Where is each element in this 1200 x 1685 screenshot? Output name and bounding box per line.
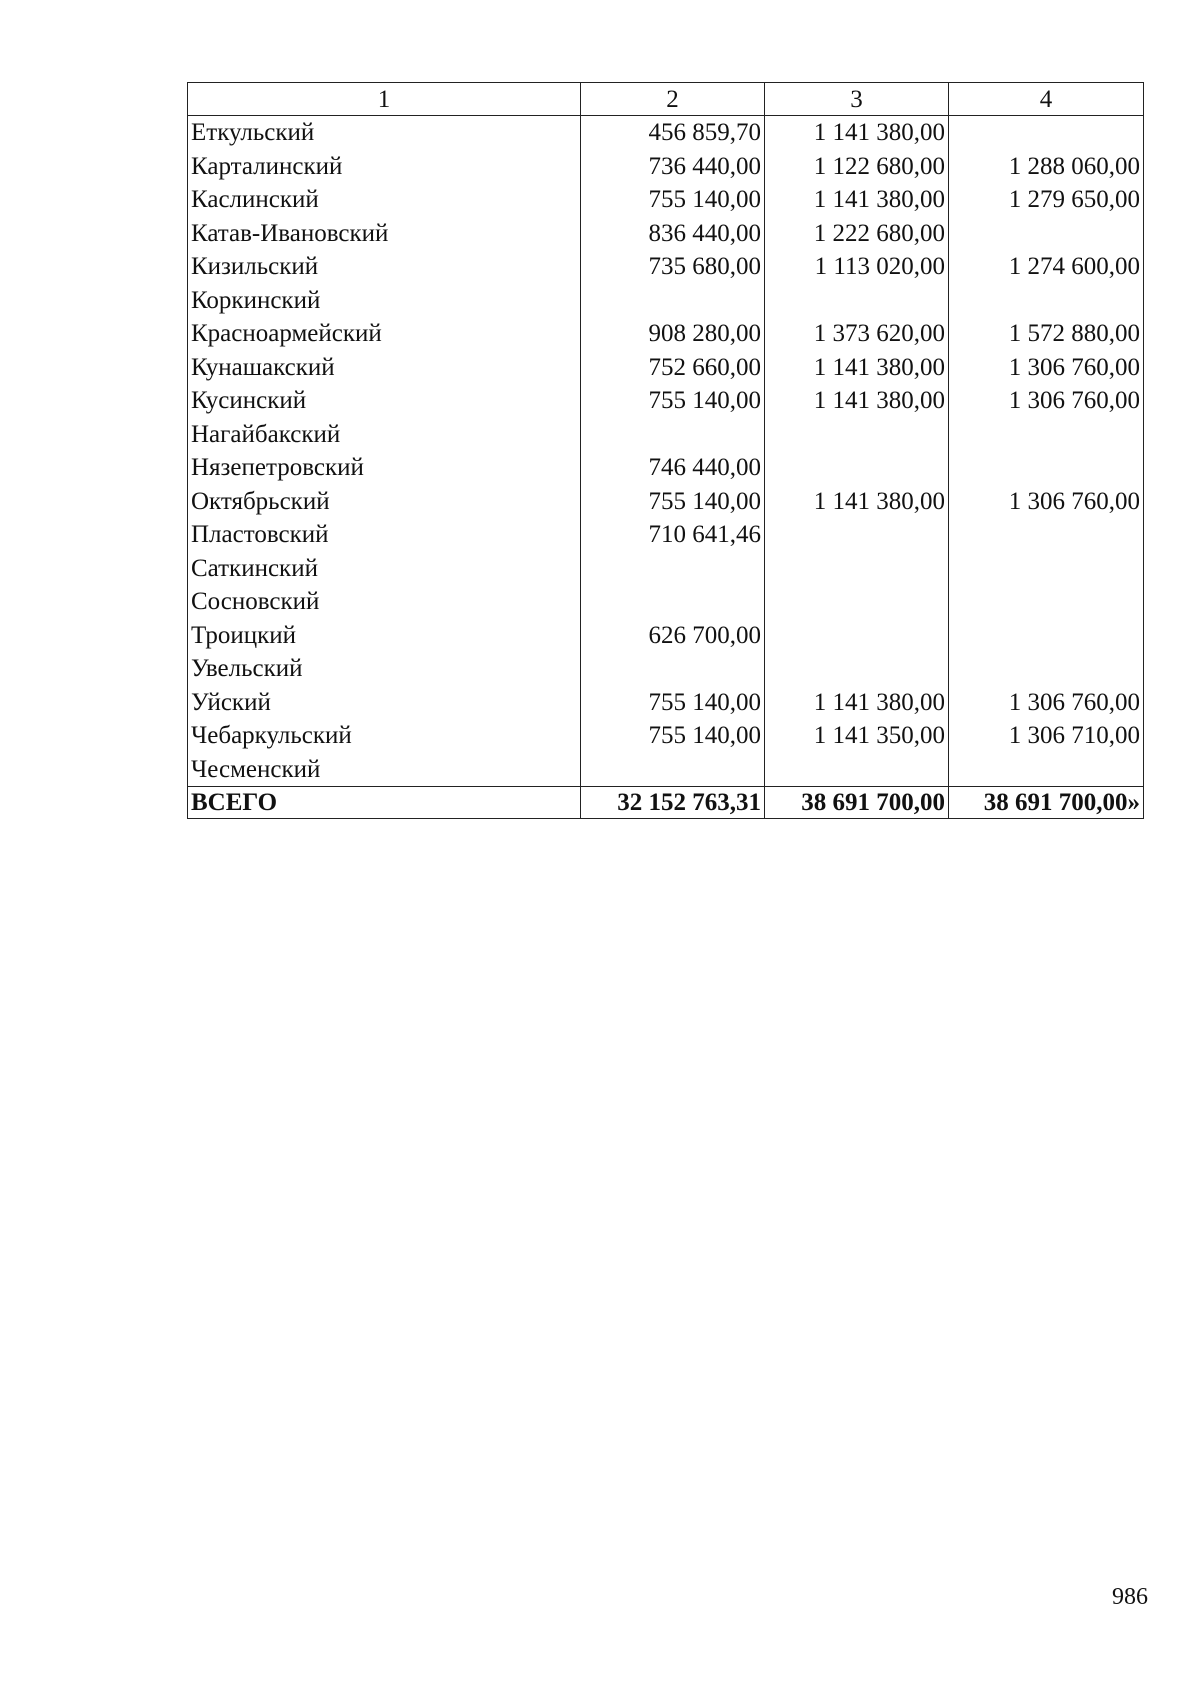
total-row [188, 787, 1144, 819]
column-3-cell: 1 373 620,00 [765, 317, 949, 351]
column-4-cell [949, 451, 1144, 485]
table-row [188, 384, 1144, 418]
table-row [188, 317, 1144, 351]
page-number: 986 [1112, 1584, 1148, 1610]
district-name-cell: Октябрьский [188, 485, 581, 519]
column-3-cell [765, 451, 949, 485]
table-row [188, 485, 1144, 519]
district-name-cell: Нязепетровский [188, 451, 581, 485]
column-3-cell [765, 753, 949, 787]
total-label: ВСЕГО [188, 787, 581, 819]
header-row [188, 83, 1144, 116]
table-body [188, 116, 1144, 787]
district-name-cell: Нагайбакский [188, 418, 581, 452]
column-2-cell: 755 140,00 [581, 719, 765, 753]
column-4-cell [949, 753, 1144, 787]
table-row [188, 217, 1144, 251]
column-3-cell: 1 113 020,00 [765, 250, 949, 284]
column-4-cell [949, 116, 1144, 150]
column-2-cell: 746 440,00 [581, 451, 765, 485]
total-column-3: 38 691 700,00 [765, 787, 949, 819]
district-name-cell: Еткульский [188, 116, 581, 150]
column-2-cell: 735 680,00 [581, 250, 765, 284]
table-row [188, 686, 1144, 720]
district-name-cell: Пластовский [188, 518, 581, 552]
column-2-cell: 755 140,00 [581, 384, 765, 418]
column-2-cell: 755 140,00 [581, 183, 765, 217]
table-row [188, 552, 1144, 586]
table-row [188, 518, 1144, 552]
table-row [188, 753, 1144, 787]
column-header-4: 4 [949, 83, 1144, 116]
column-2-cell [581, 552, 765, 586]
column-2-cell [581, 284, 765, 318]
column-4-cell: 1 274 600,00 [949, 250, 1144, 284]
district-name-cell: Катав-Ивановский [188, 217, 581, 251]
district-name-cell: Каслинский [188, 183, 581, 217]
column-3-cell: 1 141 380,00 [765, 116, 949, 150]
column-2-cell: 908 280,00 [581, 317, 765, 351]
table-row [188, 116, 1144, 150]
column-4-cell: 1 572 880,00 [949, 317, 1144, 351]
column-2-cell: 755 140,00 [581, 485, 765, 519]
column-4-cell: 1 306 760,00 [949, 384, 1144, 418]
column-2-cell: 755 140,00 [581, 686, 765, 720]
column-4-cell [949, 217, 1144, 251]
column-4-cell [949, 652, 1144, 686]
column-3-cell [765, 652, 949, 686]
district-name-cell: Коркинский [188, 284, 581, 318]
table-row [188, 451, 1144, 485]
column-2-cell: 710 641,46 [581, 518, 765, 552]
column-3-cell [765, 284, 949, 318]
column-3-cell: 1 222 680,00 [765, 217, 949, 251]
table-row [188, 284, 1144, 318]
column-3-cell [765, 619, 949, 653]
column-4-cell: 1 306 710,00 [949, 719, 1144, 753]
district-name-cell: Красноармейский [188, 317, 581, 351]
column-4-cell: 1 279 650,00 [949, 183, 1144, 217]
table-row [188, 719, 1144, 753]
district-name-cell: Чебаркульский [188, 719, 581, 753]
column-4-cell [949, 518, 1144, 552]
column-3-cell [765, 585, 949, 619]
district-name-cell: Саткинский [188, 552, 581, 586]
column-3-cell: 1 141 380,00 [765, 351, 949, 385]
column-header-2: 2 [581, 83, 765, 116]
district-name-cell: Чесменский [188, 753, 581, 787]
column-4-cell [949, 418, 1144, 452]
column-header-1: 1 [188, 83, 581, 116]
column-header-3: 3 [765, 83, 949, 116]
district-name-cell: Сосновский [188, 585, 581, 619]
column-3-cell [765, 552, 949, 586]
column-4-cell [949, 552, 1144, 586]
column-2-cell: 752 660,00 [581, 351, 765, 385]
table-row [188, 150, 1144, 184]
column-4-cell: 1 306 760,00 [949, 351, 1144, 385]
column-4-cell: 1 306 760,00 [949, 485, 1144, 519]
column-2-cell: 736 440,00 [581, 150, 765, 184]
district-name-cell: Уйский [188, 686, 581, 720]
column-4-cell: 1 288 060,00 [949, 150, 1144, 184]
district-name-cell: Карталинский [188, 150, 581, 184]
district-name-cell: Кунашакский [188, 351, 581, 385]
column-2-cell [581, 585, 765, 619]
column-4-cell [949, 619, 1144, 653]
table-row [188, 585, 1144, 619]
column-3-cell [765, 518, 949, 552]
column-3-cell: 1 141 380,00 [765, 384, 949, 418]
table-row [188, 250, 1144, 284]
district-name-cell: Кусинский [188, 384, 581, 418]
column-2-cell: 456 859,70 [581, 116, 765, 150]
table-row [188, 652, 1144, 686]
table-row [188, 619, 1144, 653]
budget-table [187, 82, 1144, 819]
column-3-cell: 1 122 680,00 [765, 150, 949, 184]
total-column-4: 38 691 700,00» [949, 787, 1144, 819]
column-2-cell: 836 440,00 [581, 217, 765, 251]
column-4-cell [949, 585, 1144, 619]
district-name-cell: Увельский [188, 652, 581, 686]
column-4-cell [949, 284, 1144, 318]
table-row [188, 183, 1144, 217]
column-4-cell: 1 306 760,00 [949, 686, 1144, 720]
column-2-cell [581, 418, 765, 452]
column-2-cell: 626 700,00 [581, 619, 765, 653]
table-row [188, 351, 1144, 385]
column-2-cell [581, 753, 765, 787]
district-name-cell: Троицкий [188, 619, 581, 653]
total-column-2: 32 152 763,31 [581, 787, 765, 819]
column-3-cell: 1 141 380,00 [765, 686, 949, 720]
column-3-cell: 1 141 380,00 [765, 485, 949, 519]
column-2-cell [581, 652, 765, 686]
district-name-cell: Кизильский [188, 250, 581, 284]
column-3-cell: 1 141 350,00 [765, 719, 949, 753]
column-3-cell [765, 418, 949, 452]
column-3-cell: 1 141 380,00 [765, 183, 949, 217]
table-row [188, 418, 1144, 452]
